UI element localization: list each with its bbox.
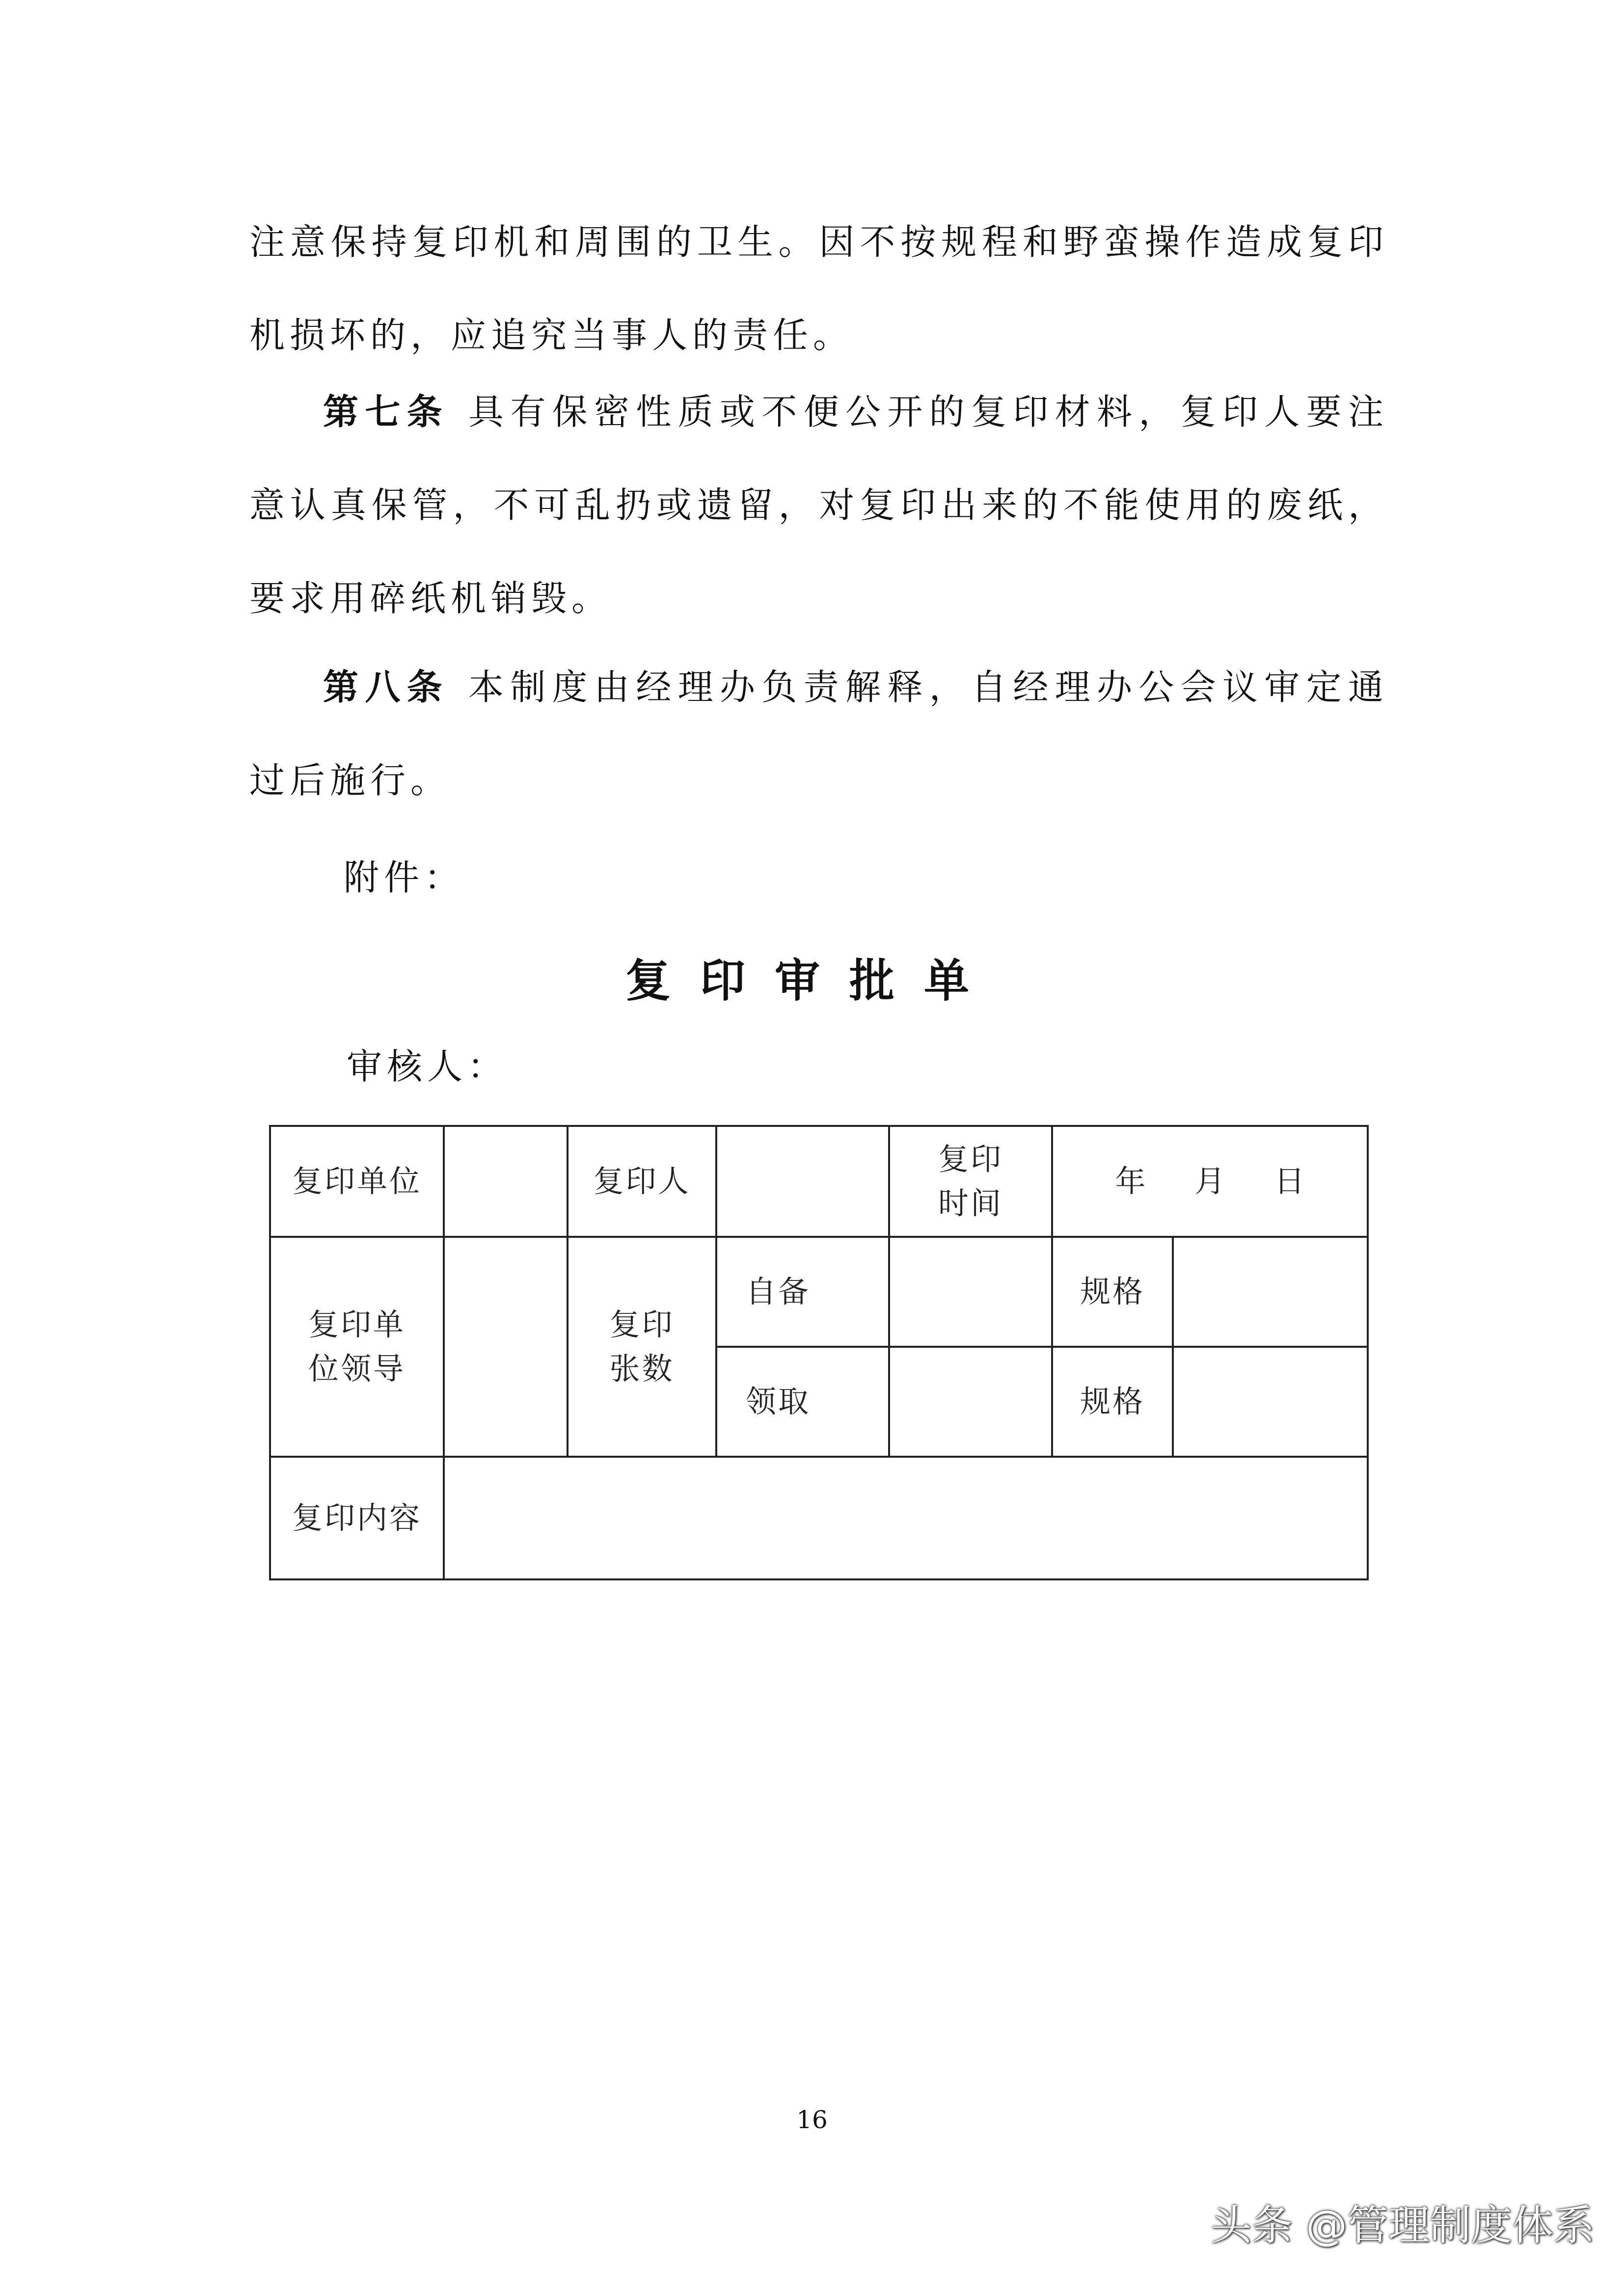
- collect-label-cell: 领取: [716, 1347, 889, 1457]
- content-value-cell[interactable]: [444, 1457, 1368, 1579]
- page-number: 16: [796, 2106, 828, 2134]
- date-month: 月: [1194, 1163, 1225, 1199]
- leader-value-cell[interactable]: [444, 1237, 568, 1457]
- self-label-cell: 自备: [716, 1237, 889, 1347]
- approval-form-table: [269, 1125, 1369, 1580]
- spec-label-cell-2: 规格: [1052, 1347, 1173, 1457]
- collect-value-cell[interactable]: [889, 1347, 1052, 1457]
- watermark: 头条 @管理制度体系: [1210, 2201, 1595, 2249]
- article-8: [249, 641, 1388, 827]
- person-value-cell[interactable]: [716, 1126, 889, 1237]
- spec-value-cell-1[interactable]: [1173, 1237, 1368, 1347]
- reviewer-label: 审核人：: [347, 1046, 508, 1087]
- date-year: 年: [1115, 1163, 1146, 1199]
- form-title: 复印审批单: [625, 955, 999, 1007]
- person-label-cell: 复印人: [568, 1126, 716, 1237]
- article-8-heading: 第八条: [323, 667, 449, 708]
- spec-label-cell-1: 规格: [1052, 1237, 1173, 1347]
- leader-label-cell: 复印单 位领导: [270, 1237, 444, 1457]
- spec-value-cell-2[interactable]: [1173, 1347, 1368, 1457]
- time-label-cell: 复印 时间: [889, 1126, 1052, 1237]
- count-label-cell: 复印 张数: [568, 1237, 716, 1457]
- attachment-label: 附件：: [344, 857, 465, 898]
- article-7: [249, 365, 1388, 645]
- article-7-heading: 第七条: [323, 391, 449, 432]
- date-value-cell[interactable]: [1052, 1126, 1368, 1237]
- article-8-text: 本制度由经理办负责解释，自经理办公会议审定通过后施行。: [249, 667, 1388, 801]
- date-day: 日: [1274, 1163, 1305, 1199]
- content-label-cell: 复印内容: [270, 1457, 444, 1579]
- unit-value-cell[interactable]: [444, 1126, 568, 1237]
- self-value-cell[interactable]: [889, 1237, 1052, 1347]
- paragraph-continuation: 注意保持复印机和周围的卫生。因不按规程和野蛮操作造成复印机损坏的，应追究当事人的责任。: [249, 221, 1388, 356]
- unit-label-cell: 复印单位: [270, 1126, 444, 1237]
- article-7-text: 具有保密性质或不便公开的复印材料，复印人要注意认真保管，不可乱扔或遗留，对复印出来的不能使用的废纸，要求用碎纸机销毁。: [249, 391, 1388, 619]
